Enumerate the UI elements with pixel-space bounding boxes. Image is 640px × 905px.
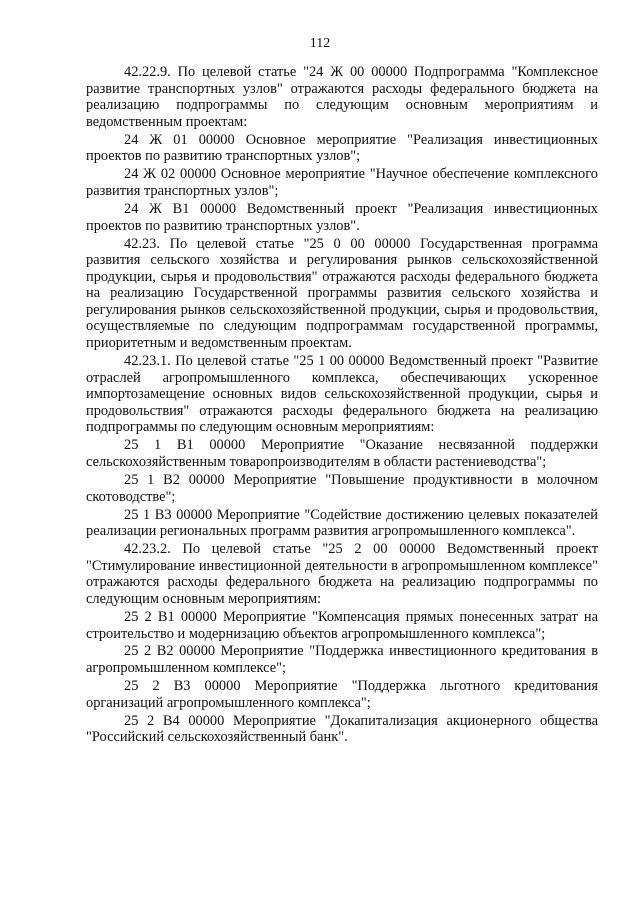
paragraph-42-23-1: 42.23.1. По целевой статье "25 1 00 00000 Ведомственный проект "Развитие отраслей агропромышленного комплекса, обеспечивающих ускоренное импортозамещение основных видов сельскохозяйственной продукции, сырья и продовольствия" отражаются расходы федерального бюджета на реализацию подпрограммы по следующим основным мероприятиям: bbox=[86, 353, 598, 436]
list-item-25-2-v2: 25 2 В2 00000 Мероприятие "Поддержка инвестиционного кредитования в агропромышленном комплексе"; bbox=[86, 643, 598, 677]
list-item-24-zh-02: 24 Ж 02 00000 Основное мероприятие "Научное обеспечение комплексного развития транспортных узлов"; bbox=[86, 166, 598, 199]
list-item-25-2-v1: 25 2 В1 00000 Мероприятие "Компенсация прямых понесенных затрат на строительство и модернизацию объектов агропромышленного комплекса"; bbox=[86, 608, 598, 642]
list-item-24-zh-v1: 24 Ж В1 00000 Ведомственный проект "Реализация инвестиционных проектов по развитию транспортных узлов". bbox=[86, 200, 598, 234]
list-item-25-1-v1: 25 1 В1 00000 Мероприятие "Оказание несвязанной поддержки сельскохозяйственным товаропроизводителям в области растениеводства"; bbox=[86, 437, 598, 470]
page-number: 112 bbox=[309, 36, 331, 51]
paragraph-42-22-9: 42.22.9. По целевой статье "24 Ж 00 00000 Подпрограмма "Комплексное развитие транспортных узлов" отражаются расходы федерального бюджета на реализацию подпрограммы по следующим основным мероприятиям и ведомственным проектам: bbox=[86, 64, 598, 130]
list-item-24-zh-01: 24 Ж 01 00000 Основное мероприятие "Реализация инвестиционных проектов по развитию транспортных узлов"; bbox=[86, 131, 598, 165]
list-item-25-1-v2: 25 1 В2 00000 Мероприятие "Повышение продуктивности в молочном скотоводстве"; bbox=[86, 471, 598, 505]
list-item-25-2-v4: 25 2 В4 00000 Мероприятие "Докапитализация акционерного общества "Российский сельскохозяйственный банк". bbox=[86, 712, 598, 746]
list-item-25-2-v3: 25 2 В3 00000 Мероприятие "Поддержка льготного кредитования организаций агропромышленного комплекса"; bbox=[86, 678, 598, 711]
list-item-25-1-v3: 25 1 В3 00000 Мероприятие "Содействие достижению целевых показателей реализации региональных программ развития агропромышленного комплекса". bbox=[86, 506, 598, 540]
paragraph-42-23-2: 42.23.2. По целевой статье "25 2 00 00000 Ведомственный проект "Стимулирование инвестиционной деятельности в агропромышленном комплексе" отражаются расходы федерального бюджета на реализацию подпрограммы по следующим основным мероприятиям: bbox=[86, 541, 598, 607]
paragraph-42-23: 42.23. По целевой статье "25 0 00 00000 Государственная программа развития сельского хозяйства и регулирования рынков сельскохозяйственной продукции, сырья и продовольствия" отражаются расходы федерального бюджета на реализацию Государственной программы развития сельского хозяйства и регулирования рынков сельскохозяйственной продукции, сырья и продовольствия, осуществляемые по следующим подпрограммам государственной программы, приоритетным и ведомственным проектам. bbox=[86, 235, 598, 352]
